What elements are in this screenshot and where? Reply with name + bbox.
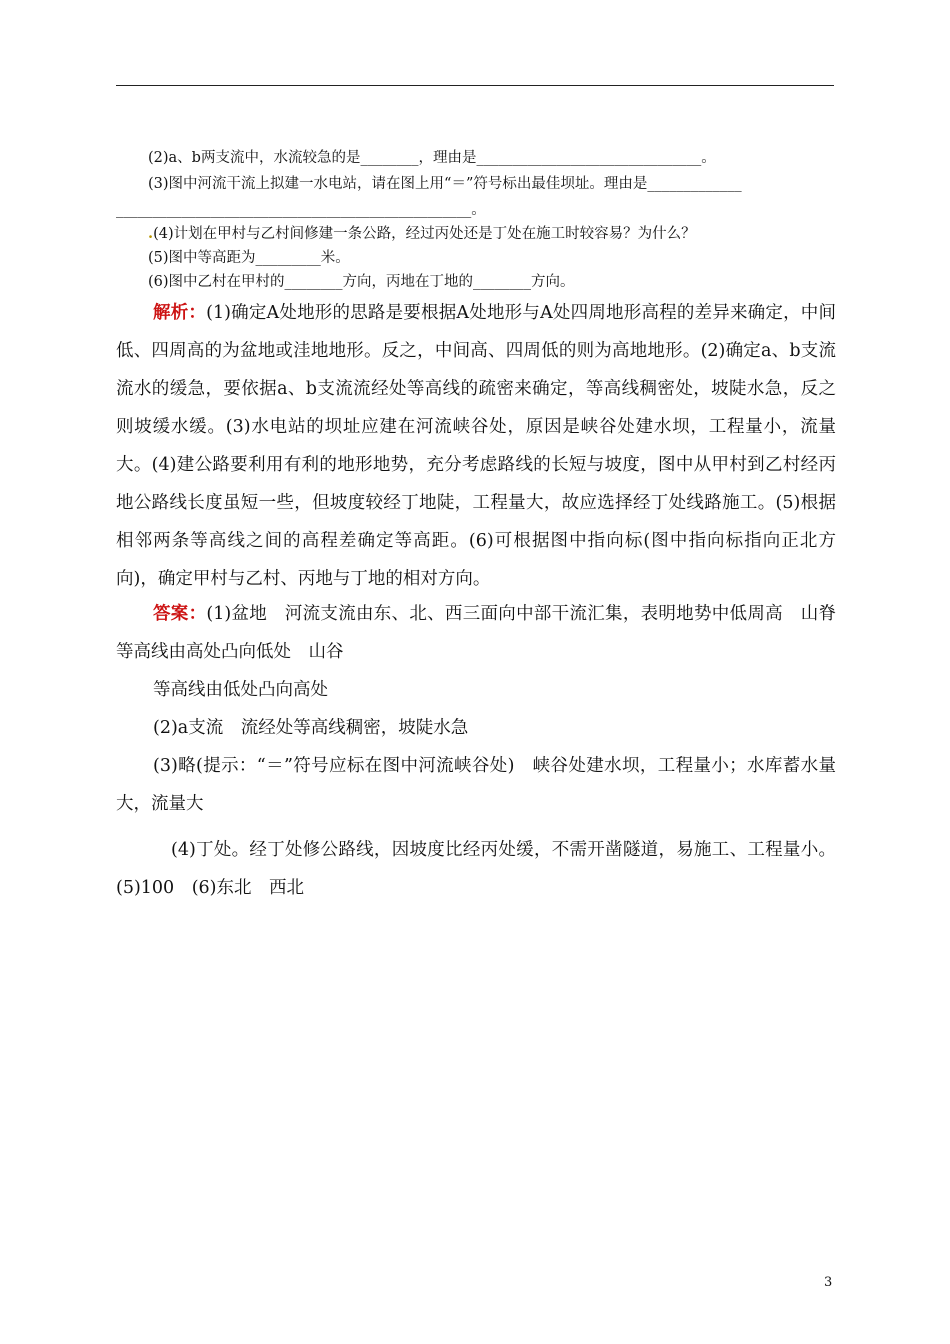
answer-block (116, 595, 854, 907)
answer-part-1b: 等高线由低处凸向高处 (153, 680, 328, 700)
question-3-line2: _________________________________________________。 (116, 202, 486, 218)
answer-part-1: (1)盆地 河流支流由东、北、西三面向中部干流汇集，表明地势中低周高 山脊 等高线由高处凸向低处 山谷 (116, 604, 854, 662)
question-5: (5)图中等高距为_________米。 (148, 250, 350, 266)
question-4: .(4)计划在甲村与乙村间修建一条公路，经过丙处还是丁处在施工时较容易？为什么？ (148, 225, 696, 242)
answer-label: 答案： (153, 604, 207, 624)
answer-part-4-6: (4)丁处。经丁处修公路线，因坡度比经丙处缓，不需开凿隧道，易施工、工程量小。(5)100 (6)东北 西北 (116, 840, 836, 898)
page-number: 3 (824, 1275, 833, 1290)
answer-part-2: (2)a支流 流经处等高线稠密，坡陡水急 (153, 718, 469, 738)
question-2: (2)a、b两支流中，水流较急的是________，理由是_______________________________。 (148, 150, 716, 166)
answer-part-3: (3)略(提示：“＝”符号应标在图中河流峡谷处) 峡谷处建水坝，工程量小；水库蓄水量大，流量大 (116, 756, 836, 814)
question-6: (6)图中乙村在甲村的________方向，丙地在丁地的________方向。 (148, 274, 575, 290)
analysis-block (116, 294, 836, 598)
analysis-text: (1)确定A处地形的思路是要根据A处地形与A处四周地形高程的差异来确定，中间低、四周高的为盆地或洼地地形。反之，中间高、四周低的则为高地地形。(2)确定a、b支流流水的缓急，要依据a、b支流流经处等高线的疏密来确定，等高线稠密处，坡陡水急，反之则坡缓水缓。(3)水电站的坝址应建在河流峡谷处，原因是峡谷处建水坝，工程量小，流量大。(4)建公路要利用有利的地形地势，充分考虑路线的长短与坡度，图中从甲村到乙村经丙地公路线长度虽短一些，但坡度较经丁地陡，工程量大，故应选择经丁处线路施工。(5)根据相邻两条等高线之间的高程差确定等高距。(6)可根据图中指向标(图中指向标指向正北方向)，确定甲村与乙村、丙地与丁地的相对方向。 (116, 303, 837, 589)
header-rule (116, 85, 834, 86)
question-3-line1: (3)图中河流干流上拟建一水电站，请在图上用“＝”符号标出最佳坝址。理由是_____________ (148, 176, 742, 192)
analysis-label: 解析： (153, 303, 207, 323)
